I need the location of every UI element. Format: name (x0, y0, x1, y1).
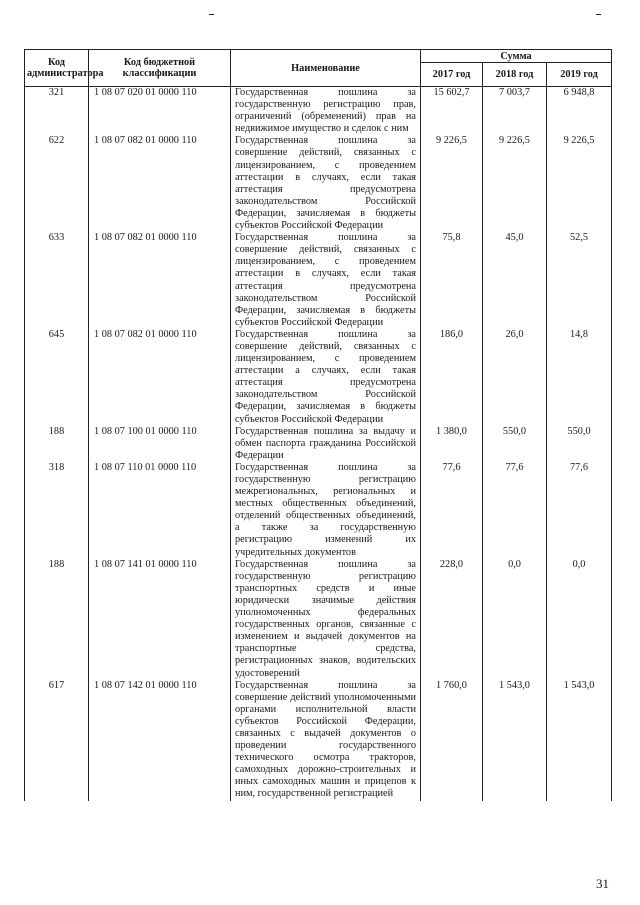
cell-admin: 645 (25, 329, 89, 426)
table-row (25, 462, 612, 559)
header-sum: Сумма (421, 50, 612, 63)
header-name: Наименование (231, 50, 421, 87)
cell-2019: 6 948,8 (547, 87, 612, 136)
cell-name: Государственная пошлина за совершение действий, связанных с лицензированием, с проведением аттестации а случаях, если такая аттестация предусмотрена законодательством Российской Федерации, зачисляемая в бюджеты субъектов Российской Федерации (231, 329, 421, 426)
cell-code: 1 08 07 141 01 0000 110 (89, 559, 231, 680)
cell-admin: 318 (25, 462, 89, 559)
cell-code: 1 08 07 142 01 0000 110 (89, 680, 231, 801)
cell-name: Государственная пошлина за совершение действий, связанных с лицензированием, с проведением аттестации в случаях, если такая аттестация предусмотрена законодательством Российской Федерации, зачисляемая в бюджеты субъектов Российской Федерации (231, 232, 421, 329)
cell-admin: 633 (25, 232, 89, 329)
cell-admin: 188 (25, 559, 89, 680)
cell-2017: 75,8 (421, 232, 483, 329)
cell-2017: 186,0 (421, 329, 483, 426)
cell-2018: 9 226,5 (483, 135, 547, 232)
cell-2017: 15 602,7 (421, 87, 483, 136)
cell-2019: 1 543,0 (547, 680, 612, 801)
header-year-2019: 2019 год (547, 63, 612, 87)
cell-2019: 550,0 (547, 426, 612, 462)
cell-code: 1 08 07 082 01 0000 110 (89, 329, 231, 426)
cell-2017: 1 380,0 (421, 426, 483, 462)
cell-2019: 77,6 (547, 462, 612, 559)
cell-code: 1 08 07 082 01 0000 110 (89, 232, 231, 329)
table-row (25, 87, 612, 136)
cell-2019: 14,8 (547, 329, 612, 426)
table-row (25, 426, 612, 462)
cell-2017: 1 760,0 (421, 680, 483, 801)
header-admin-code: Код администратора (25, 50, 89, 87)
cell-admin: 321 (25, 87, 89, 136)
table-header (25, 50, 612, 87)
cell-code: 1 08 07 100 01 0000 110 (89, 426, 231, 462)
cell-2018: 1 543,0 (483, 680, 547, 801)
cell-name: Государственная пошлина за государственную регистрацию прав, ограничений (обременений) прав на недвижимое имущество и сделок с ним (231, 87, 421, 136)
table-row (25, 680, 612, 801)
cell-2018: 7 003,7 (483, 87, 547, 136)
cell-2018: 26,0 (483, 329, 547, 426)
table-body (25, 87, 612, 801)
cell-2018: 550,0 (483, 426, 547, 462)
cell-name: Государственная пошлина за совершение действий, связанных с лицензированием, с проведением аттестации в случаях, если такая аттестация предусмотрена законодательством Российской Федерации, зачисляемая в бюджеты субъектов Российской Федерации (231, 135, 421, 232)
top-mark-left (209, 14, 214, 15)
cell-2018: 77,6 (483, 462, 547, 559)
top-mark-right (596, 14, 601, 15)
cell-2019: 9 226,5 (547, 135, 612, 232)
cell-2018: 0,0 (483, 559, 547, 680)
cell-2018: 45,0 (483, 232, 547, 329)
header-year-2017: 2017 год (421, 63, 483, 87)
cell-name: Государственная пошлина за выдачу и обмен паспорта гражданина Российской Федерации (231, 426, 421, 462)
cell-name: Государственная пошлина за государственную регистрацию транспортных средств и иные юридически значимые действия уполномоченных федеральных государственных органов, связанные с изменением и выдачей документов на транспортные средства, регистрационных знаков, водительских удостоверений (231, 559, 421, 680)
table-row (25, 135, 612, 232)
table-row (25, 559, 612, 680)
table-row (25, 329, 612, 426)
revenue-table (24, 49, 612, 801)
cell-name: Государственная пошлина за совершение действий уполномоченными органами исполнительной власти субъектов Российской Федерации, связанных с выдачей документов о проведении государственного технического осмотра тракторов, самоходных дорожно-строительных и иных самоходных машин и прицепов к ним, государственной регистрацией (231, 680, 421, 801)
cell-2019: 52,5 (547, 232, 612, 329)
header-year-2018: 2018 год (483, 63, 547, 87)
cell-2017: 9 226,5 (421, 135, 483, 232)
cell-code: 1 08 07 020 01 0000 110 (89, 87, 231, 136)
cell-2019: 0,0 (547, 559, 612, 680)
page-number: 31 (596, 876, 609, 891)
cell-2017: 228,0 (421, 559, 483, 680)
cell-code: 1 08 07 082 01 0000 110 (89, 135, 231, 232)
cell-admin: 617 (25, 680, 89, 801)
table-row (25, 232, 612, 329)
cell-admin: 188 (25, 426, 89, 462)
header-budget-code: Код бюджетной классификации (89, 50, 231, 87)
cell-code: 1 08 07 110 01 0000 110 (89, 462, 231, 559)
cell-admin: 622 (25, 135, 89, 232)
cell-2017: 77,6 (421, 462, 483, 559)
cell-name: Государственная пошлина за государственную регистрацию межрегиональных, региональных и местных общественных объединений, отделений общественных объединений, а также за государственную регистрацию изменений их учредительных документов (231, 462, 421, 559)
